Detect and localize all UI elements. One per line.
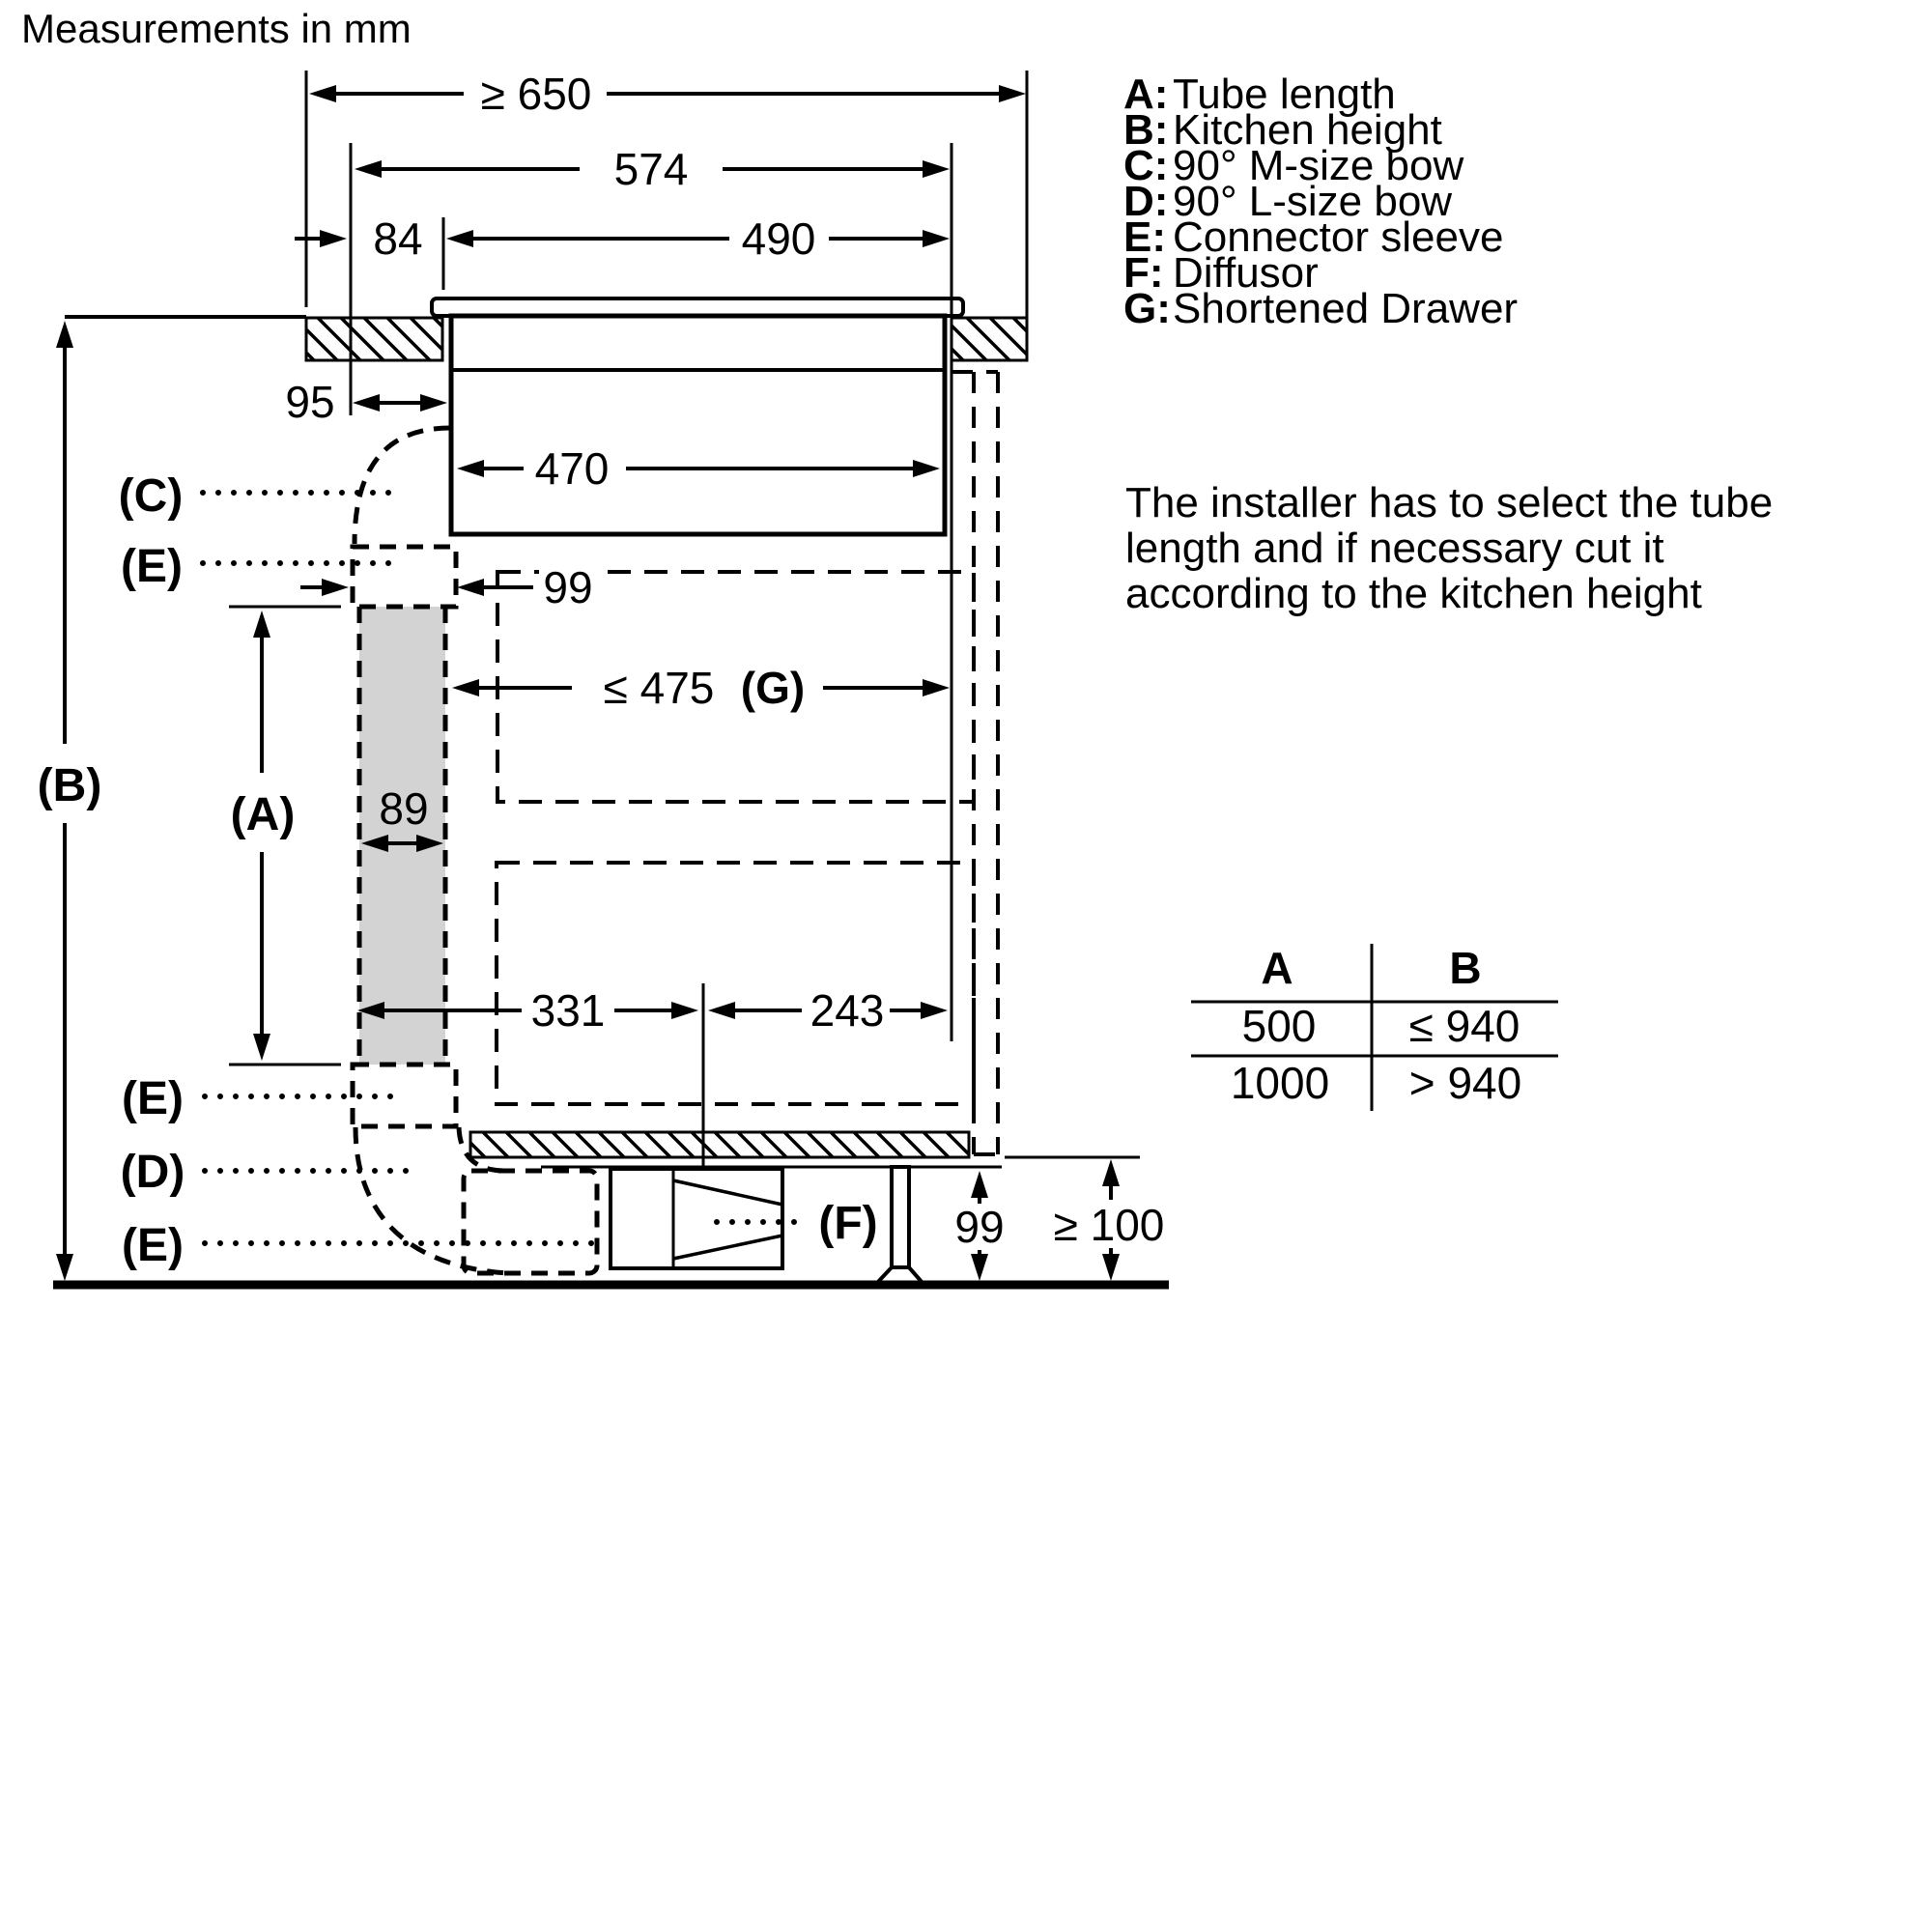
connector-sleeve-bottom bbox=[353, 1065, 456, 1126]
label-kitchen-height: (B) bbox=[37, 760, 102, 811]
dim-offset-left-value: 84 bbox=[373, 213, 423, 264]
dimension-cutout-width bbox=[355, 144, 950, 194]
dimension-offset-body bbox=[285, 377, 447, 427]
dim-body-inner-value: 470 bbox=[534, 443, 610, 494]
label-bow-m: (C) bbox=[118, 470, 184, 522]
dim-overall-width-value: ≥ 650 bbox=[480, 69, 592, 119]
dim-cutout-width-value: 574 bbox=[613, 144, 689, 194]
hob-body bbox=[451, 316, 945, 534]
extension-lines bbox=[229, 71, 1027, 1169]
label-tube-length: (A) bbox=[230, 789, 296, 840]
legend-key: E: bbox=[1123, 213, 1166, 261]
note-line: length and if necessary cut it bbox=[1125, 525, 1664, 572]
dimension-offset-and-hob-width bbox=[295, 213, 950, 264]
legend-key: B: bbox=[1123, 106, 1169, 154]
legend-label: Diffusor bbox=[1173, 249, 1319, 297]
hob-top-plate bbox=[432, 298, 963, 316]
dim-drawer-value: ≤ 475 bbox=[603, 663, 715, 713]
plinth-leg bbox=[892, 1167, 909, 1267]
dim-offset-body-value: 95 bbox=[285, 377, 335, 427]
legend-label: Kitchen height bbox=[1173, 106, 1442, 154]
table-cell: > 940 bbox=[1408, 1058, 1522, 1108]
dim-bottom-right-value: 243 bbox=[810, 985, 885, 1036]
legend-label: 90° L-size bow bbox=[1173, 178, 1453, 225]
dimension-tube-length bbox=[231, 611, 296, 1061]
note-line: The installer has to select the tube bbox=[1125, 479, 1774, 526]
legend-key: C: bbox=[1123, 142, 1169, 189]
dim-clearance-value: ≥ 100 bbox=[1053, 1200, 1165, 1250]
dimension-clearance bbox=[1054, 1159, 1165, 1281]
legend-label: Connector sleeve bbox=[1173, 213, 1504, 261]
note-line: according to the kitchen height bbox=[1125, 570, 1702, 617]
legend bbox=[1123, 71, 1518, 332]
connector-sleeve-outlet bbox=[464, 1171, 597, 1273]
legend-label: 90° M-size bow bbox=[1173, 142, 1464, 189]
legend-label: Tube length bbox=[1173, 71, 1396, 118]
legend-key: F: bbox=[1123, 249, 1164, 297]
bow-m-arc bbox=[355, 428, 450, 544]
dim-sleeve-width-value: 99 bbox=[543, 562, 593, 612]
table-cell: 500 bbox=[1241, 1001, 1317, 1051]
label-sleeve-top: (E) bbox=[121, 541, 183, 592]
countertop-right-section bbox=[952, 318, 1027, 360]
drawer-box-lower bbox=[497, 863, 974, 1104]
label-diffusor: (F) bbox=[818, 1198, 878, 1249]
spec-table bbox=[1191, 943, 1558, 1111]
dimension-kitchen-height bbox=[38, 321, 102, 1281]
label-sleeve-mid: (E) bbox=[122, 1073, 184, 1124]
legend-key: G: bbox=[1123, 285, 1171, 332]
table-header-a: A bbox=[1261, 943, 1293, 993]
legend-label: Shortened Drawer bbox=[1173, 285, 1519, 332]
installer-note bbox=[1125, 479, 1773, 617]
dimension-plinth-height bbox=[954, 1171, 1004, 1281]
dim-hob-width-value: 490 bbox=[741, 213, 816, 264]
countertop-left-section bbox=[306, 318, 442, 360]
dimension-overall-width bbox=[309, 69, 1026, 119]
page-title: Measurements in mm bbox=[21, 6, 412, 51]
dimension-shortened-drawer bbox=[452, 663, 950, 713]
dim-bottom-left-value: 331 bbox=[530, 985, 606, 1036]
table-cell: ≤ 940 bbox=[1408, 1001, 1520, 1051]
label-sleeve-bottom: (E) bbox=[122, 1220, 184, 1271]
cabinet-bottom-shelf bbox=[470, 1132, 969, 1157]
label-bow-l: (D) bbox=[120, 1147, 185, 1198]
tube bbox=[359, 607, 445, 1065]
dim-drawer-key: (G) bbox=[740, 663, 806, 713]
hob-assembly bbox=[65, 298, 1027, 534]
legend-key: A: bbox=[1123, 71, 1169, 118]
legend-key: D: bbox=[1123, 178, 1169, 225]
dim-tube-width-value: 89 bbox=[379, 783, 429, 834]
table-header-b: B bbox=[1449, 943, 1482, 993]
table-cell: 1000 bbox=[1230, 1058, 1330, 1108]
connector-sleeve-top bbox=[353, 547, 456, 607]
dim-plinth-height-value: 99 bbox=[954, 1202, 1005, 1252]
